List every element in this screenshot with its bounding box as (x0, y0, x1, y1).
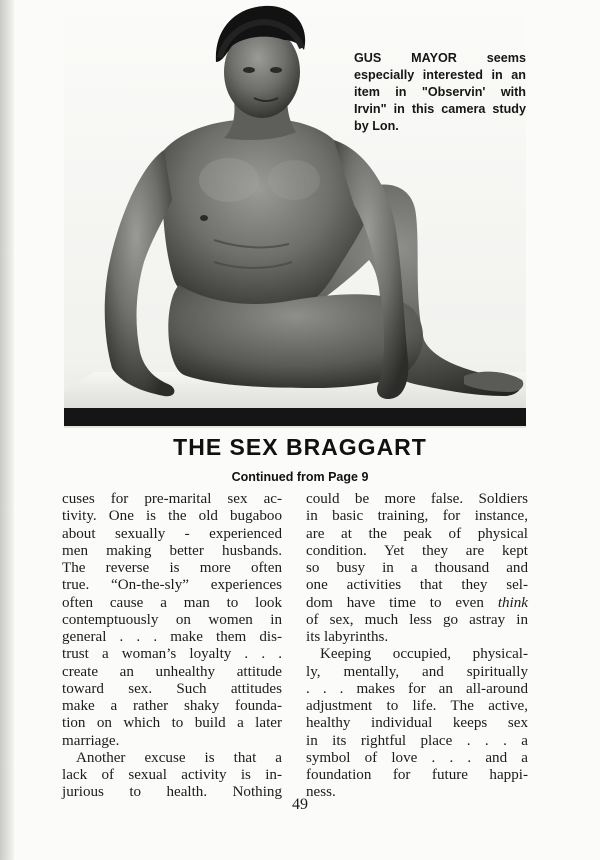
text-line: its labyrinths. (306, 629, 389, 645)
text-line: true. “On-the-sly” experiences (62, 577, 282, 594)
page-edge-shadow (0, 0, 14, 860)
text-line: so busy in a thousand and (306, 560, 528, 576)
text-line: trust a woman’s loyalty . . . (62, 646, 282, 663)
photo-caption: GUS MAYOR seems especially interested in an item in "Observin' with Irvin" in this camera study by Lon. (354, 51, 526, 133)
continued-from-note: Continued from Page 9 (231, 470, 369, 484)
text-line-with-italic (306, 595, 528, 612)
text-line: ly, mentally, and spiritually (306, 663, 528, 680)
text-line: make a rather shaky founda- (62, 698, 282, 714)
text-line: lack of sexual activity is in- (62, 767, 282, 783)
text-line: jurious to health. Nothing (62, 784, 282, 801)
text-line: marriage. (62, 732, 120, 749)
text-line: in basic training, for instance, (306, 508, 528, 525)
text-line: Keeping occupied, physical- (320, 646, 528, 663)
text-line: men making better husbands. (62, 542, 282, 559)
page-number: 49 (292, 796, 308, 813)
text-line: contemptuously on women in (62, 611, 282, 628)
text-line: of sex, much less go astray in (306, 611, 528, 628)
left-column (62, 491, 282, 802)
italic-word: think (497, 594, 528, 611)
text-line: tivity. One is the old bugaboo (62, 508, 282, 525)
text-line: often cause a man to look (62, 594, 282, 611)
text-line: in its rightful place . . . a (306, 732, 528, 749)
text-line: The reverse is more often (62, 560, 282, 576)
text-line: foundation for future happi- (306, 767, 528, 783)
text-line: create an unhealthy attitude (62, 663, 282, 680)
text-line: cuses for pre-marital sex ac- (62, 491, 282, 507)
text-line: condition. Yet they are kept (306, 542, 528, 559)
text-line: are at the peak of physical (306, 525, 528, 542)
right-column (306, 491, 528, 802)
text-line: toward sex. Such attitudes (62, 680, 282, 697)
article-title: THE SEX BRAGGART (173, 434, 427, 460)
text-line: adjustment to life. The active, (306, 698, 528, 714)
text-line: tion on which to build a later (62, 715, 282, 732)
text-line: one activities that they sel- (306, 577, 528, 594)
text-line: healthy individual keeps sex (306, 715, 528, 732)
text-line: could be more false. Soldiers (306, 491, 528, 507)
text-line: general . . . make them dis- (62, 629, 282, 645)
text-line: ness. (306, 784, 336, 801)
text-segment: dom have time to even (306, 594, 484, 611)
text-line: symbol of love . . . and a (306, 749, 528, 766)
text-line: . . . makes for an all-around (306, 680, 528, 697)
text-line: about sexually - experienced (62, 525, 282, 542)
text-line: Another excuse is that a (76, 749, 282, 766)
